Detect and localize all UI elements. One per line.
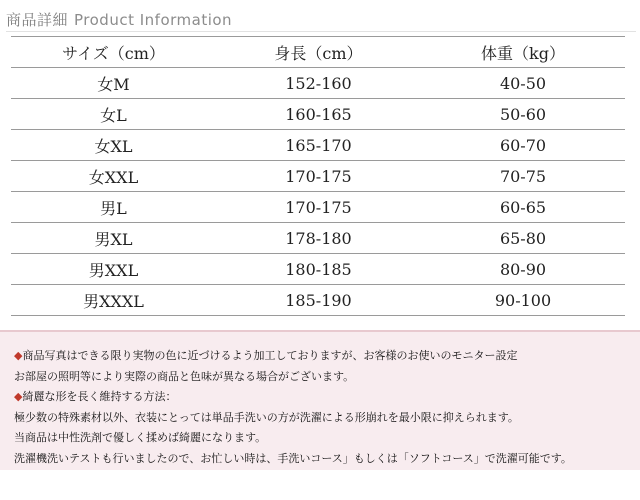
- table-row: [11, 99, 625, 130]
- height-cell: 165-170: [216, 130, 421, 161]
- size-cell: 女XXL: [11, 161, 216, 192]
- note-line: ◆綺麗な形を長く維持する方法：: [14, 390, 177, 403]
- height-cell: 160-165: [216, 99, 421, 130]
- column-header-height: 身長（cm）: [216, 37, 421, 68]
- note-line: 洗濯機洗いテストも行いましたので、お忙しい時は、手洗いコース」もしくは「ソフトコース」で洗濯可能です。: [14, 451, 572, 465]
- weight-cell: 65-80: [421, 223, 625, 254]
- section-header: [6, 9, 636, 33]
- table-header-row: [11, 37, 625, 68]
- note-line: 極少数の特殊素材以外、衣装にとっては単品手洗いの方が洗濯による形崩れを最小限に抑えられます。: [14, 410, 519, 424]
- height-cell: 152-160: [216, 68, 421, 99]
- table-row: [11, 223, 625, 254]
- note-line: 当商品は中性洗剤で優しく揉めば綺麗になります。: [14, 431, 267, 444]
- size-cell: 女L: [11, 99, 216, 130]
- table-row: [11, 130, 625, 161]
- weight-cell: 70-75: [421, 161, 625, 192]
- height-cell: 178-180: [216, 223, 421, 254]
- height-cell: 185-190: [216, 285, 421, 316]
- note-line: お部屋の照明等により実際の商品と色味が異なる場合がございます。: [14, 369, 355, 383]
- table-row: [11, 161, 625, 192]
- column-header-weight: 体重（kg）: [421, 37, 625, 68]
- height-cell: 170-175: [216, 161, 421, 192]
- weight-cell: 90-100: [421, 285, 625, 316]
- care-notes-box: [0, 330, 640, 470]
- size-table: [11, 36, 625, 316]
- header-title-en: Product Information: [74, 11, 233, 29]
- table-row: [11, 254, 625, 285]
- size-cell: 男XL: [11, 223, 216, 254]
- table-row: [11, 192, 625, 223]
- weight-cell: 40-50: [421, 68, 625, 99]
- size-cell: 女XL: [11, 130, 216, 161]
- header-divider: [6, 31, 636, 32]
- note-line: ◆商品写真はできる限り実物の色に近づけるよう加工しておりますが、お客様のお使いのモニター設定: [14, 349, 518, 362]
- table-row: [11, 285, 625, 316]
- size-cell: 男XXXL: [11, 285, 216, 316]
- table-row: [11, 68, 625, 99]
- height-cell: 170-175: [216, 192, 421, 223]
- column-header-size: サイズ（cm）: [11, 37, 216, 68]
- care-notes-text: [14, 346, 626, 469]
- size-cell: 男L: [11, 192, 216, 223]
- weight-cell: 50-60: [421, 99, 625, 130]
- weight-cell: 60-70: [421, 130, 625, 161]
- size-cell: 男XXL: [11, 254, 216, 285]
- diamond-icon: ◆: [14, 349, 23, 362]
- height-cell: 180-185: [216, 254, 421, 285]
- weight-cell: 60-65: [421, 192, 625, 223]
- header-title-jp: 商品詳細: [6, 11, 69, 29]
- weight-cell: 80-90: [421, 254, 625, 285]
- size-cell: 女M: [11, 68, 216, 99]
- diamond-icon: ◆: [14, 390, 23, 403]
